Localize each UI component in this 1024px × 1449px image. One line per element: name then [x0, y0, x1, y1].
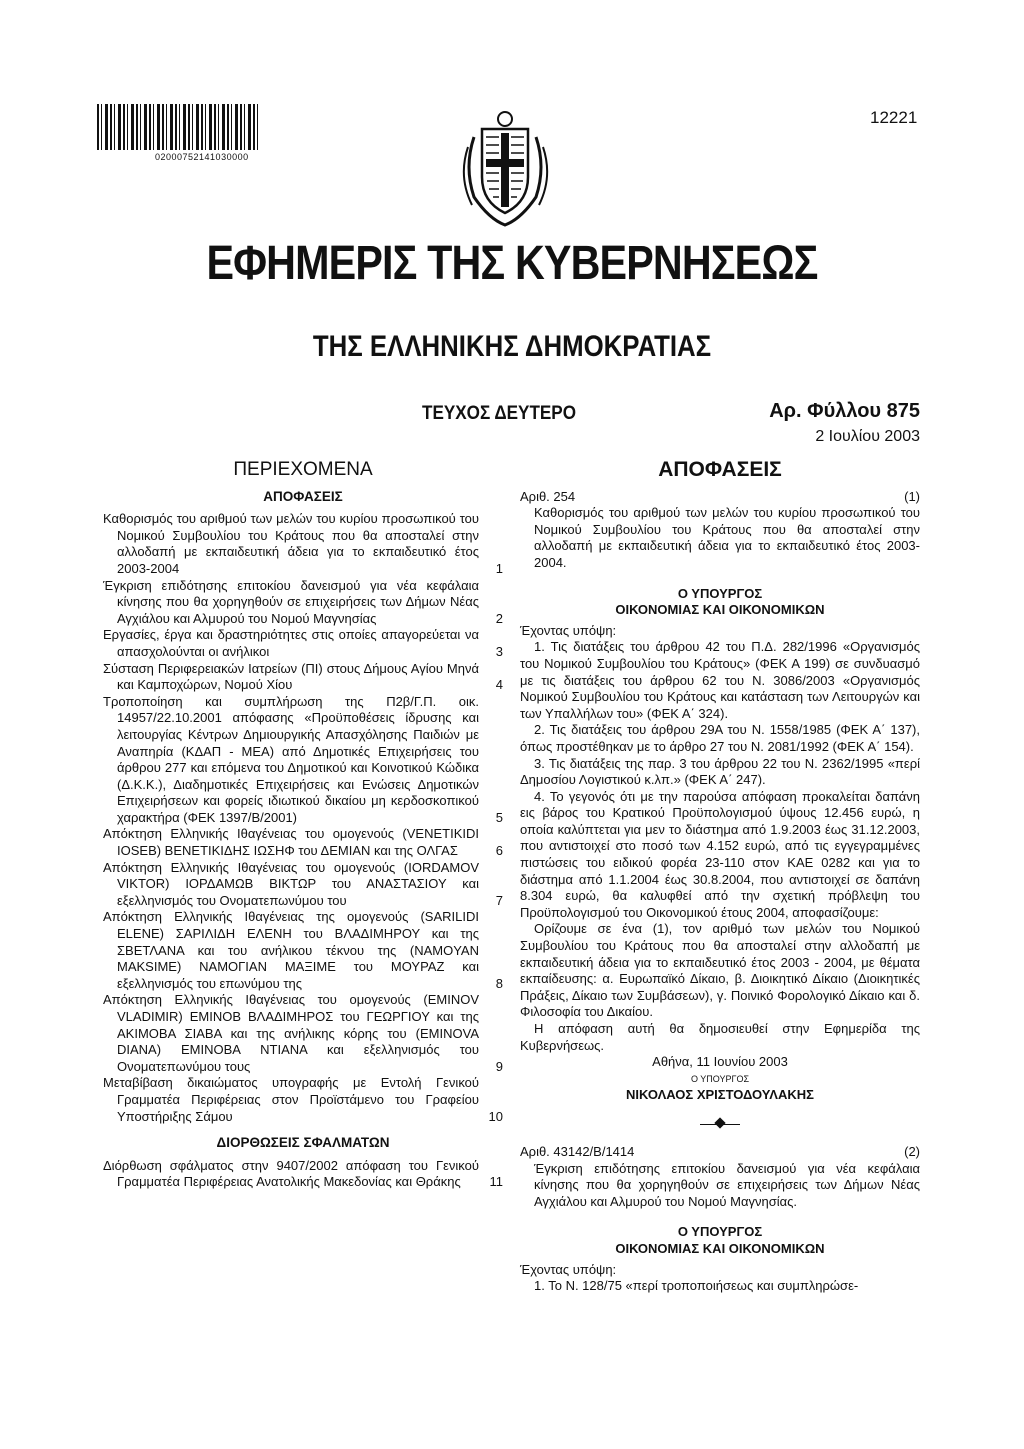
page-subtitle: ΤΗΣ ΕΛΛΗΝΙΚΗΣ ΔΗΜΟΚΡΑΤΙΑΣ [312, 330, 712, 363]
decisions-column [520, 458, 920, 1295]
toc-item-page: 5 [495, 809, 503, 825]
toc-item [103, 511, 503, 577]
toc-heading: ΠΕΡΙΕΧΟΜΕΝΑ [233, 459, 373, 480]
toc-list-corrections [103, 1158, 503, 1191]
toc-item-text: Τροποποίηση και συμπλήρωση της Π2β/Γ.Π. οικ. 14957/22.10.2001 απόφασης «Προϋποθέσεις ίδρυσης και λειτουργίας Κέντρων Δημιουργικής Απασχόλησης Παιδιών με Αναπηρία (ΚΔΑΠ - ΜΕΑ) από Δημοτικές Επιχειρήσεις του άρθρου 277 και επόμενα του Δημοτικού και Κοινοτικού Κώδικα (Δ.Κ.Κ.), Διαδημοτικές Επιχειρήσεις και Ενώσεις Δημοτικών Επιχειρήσεων και φορείς ιδιωτικού δικαίου μη κερδοσκοπικού χαρακτήρα (ΦΕΚ 1397/Β/2001) [103, 693, 479, 825]
signer-name: ΝΙΚΟΛΑΟΣ ΧΡΙΣΤΟΔΟΥΛΑΚΗΣ [626, 1087, 814, 1103]
toc-item-page: 9 [495, 1058, 503, 1074]
having-considered: Έχοντας υπόψη: [520, 622, 617, 638]
toc-item-page: 3 [495, 643, 503, 659]
toc-item-page: 2 [495, 610, 503, 626]
decision-title: Καθορισμός του αριθμού των μελών του κυρίου προσωπικού του Νομικού Συμβουλίου του Κράτους που θα αποσταλεί στην αλλοδαπή με εκπαιδευτική άδεια για το εκπαιδευτικό έτος 2003-2004. [534, 505, 920, 570]
toc-item [103, 992, 503, 1075]
decision-number: Αριθ. 43142/Β/1414 [520, 1143, 635, 1159]
sheet-number: Αρ. Φύλλου 875 [769, 400, 920, 422]
decision-2 [520, 1144, 920, 1295]
toc-list [103, 511, 503, 1125]
section-separator [520, 1114, 920, 1136]
toc-item-text: Σύσταση Περιφερειακών Ιατρείων (ΠΙ) στους Δήμους Αγίου Μηνά και Καμποχώρων, Νομού Χίου [103, 660, 479, 693]
toc-item-text: Διόρθωση σφάλματος στην 9407/2002 απόφαση του Γενικού Γραμματέα Περιφέρειας Ανατολικής Μακεδονίας και Θράκης [103, 1157, 479, 1190]
decision-body [520, 639, 920, 1054]
page-title: ΕΦΗΜΕΡΙΣ ΤΗΣ ΚΥΒΕΡΝΗΣΕΩΣ [206, 237, 818, 290]
decision-paragraph: 1. Το Ν. 128/75 «περί τροποποιήσεως και συμπληρώσε- [534, 1278, 859, 1294]
decisions-heading: ΑΠΟΦΑΣΕΙΣ [658, 458, 782, 481]
decision-number: Αριθ. 254 [520, 488, 576, 504]
decision-1 [520, 489, 920, 1104]
toc-item [103, 860, 503, 910]
place-date: Αθήνα, 11 Ιουνίου 2003 [652, 1054, 788, 1070]
barcode-number: 02000752141030000 [155, 152, 249, 162]
toc-item-text: Απόκτηση Ελληνικής Ιθαγένειας του ομογενούς (EMINOV VLADIMIR) ΕΜΙΝΟΒ ΒΛΑΔΙΜΗΡΟΣ του ΓΕΩΡΓΙΟΥ και της ΑΚΙΜΟΒΑ ΣΙΑΒΑ και της ανήλικης κόρης του (EMINOVA DIANA) ΕΜΙΝΟΒΑ ΝΤΙΑΝΑ και εξελληνισμός του Ονοματεπωνύμου τους [103, 992, 479, 1074]
decision-paragraph: Η απόφαση αυτή θα δημοσιευθεί στην Εφημερίδα της Κυβερνήσεως. [520, 1021, 920, 1053]
toc-item-page: 6 [495, 843, 503, 859]
toc-item-text: Απόκτηση Ελληνικής Ιθαγένειας του ομογενούς (IORDAMOV VIKTOR) ΙΟΡΔΑΜΩΒ ΒΙΚΤΩΡ του ΑΝΑΣΤΑΣΙΟΥ και εξελληνισμός του Ονοματεπωνύμου του [103, 859, 479, 908]
decision-paragraph: Ορίζουμε σε ένα (1), τον αριθμό των μελών του Νομικού Συμβουλίου του Κράτους που θα αποσταλεί στην αλλοδαπή με εκπαιδευτική άδεια για το εκπαιδευτικό έτος 2003 - 2004, με θέματα εκπαίδευσης: α. Ευρωπαϊκό Δίκαιο, β. Διοικητικό Δίκαιο (Διοικητικές Πράξεις, Δίκαιο των Συμβάσεων), γ. Ποινικό Φορολογικό Δίκαιο και δ. Φιλοσοφία του Δικαίου. [520, 921, 920, 1020]
toc-item [103, 661, 503, 694]
decision-index: (2) [904, 1143, 920, 1159]
toc-section-corrections: ΔΙΟΡΘΩΣΕΙΣ ΣΦΑΛΜΑΤΩΝ [216, 1135, 390, 1151]
toc-item [103, 578, 503, 628]
toc-item-text: Έγκριση επιδότησης επιτοκίου δανεισμού για νέα κεφάλαια κίνησης που θα χορηγηθούν σε επιχειρήσεις των Δήμων Νέας Αγχιάλου και Αλμυρού του Νομού Μαγνησίας [103, 577, 479, 626]
signer-title: Ο ΥΠΟΥΡΓΟΣ [690, 1073, 750, 1084]
decision-paragraph: 2. Τις διατάξεις του άρθρου 29Α του Ν. 1558/1985 (ΦΕΚ Α΄ 137), όπως προστέθηκαν με το άρθρο 27 του Ν. 2081/1992 (ΦΕΚ Α΄ 154). [520, 722, 920, 754]
having-considered: Έχοντας υπόψη: [520, 1261, 617, 1277]
page-number: 12221 [870, 108, 918, 127]
minister-label: Ο ΥΠΟΥΡΓΟΣ [677, 585, 763, 601]
toc-item-page: 8 [495, 975, 503, 991]
toc-item-text: Απόκτηση Ελληνικής Ιθαγένειας της ομογενούς (SARILIDI ELENE) ΣΑΡΙΛΙΔΗ ΕΛΕΝΗ του ΒΛΑΔΙΜΗΡΟΥ και της ΣΒΕΤΛΑΝΑ και του ανήλικου τέκνου της (NAMOYAN MAKSIME) ΝΑΜΟΓΙΑΝ ΜΑΞΙΜΕ του ΜΟΥΡΑΖ και εξελληνισμός του επωνύμου της [103, 909, 479, 991]
toc-item [103, 1158, 503, 1191]
toc-item-page: 1 [495, 560, 503, 576]
toc-item [103, 694, 503, 827]
decision-paragraph: 3. Τις διατάξεις της παρ. 3 του άρθρου 22 του Ν. 2362/1995 «περί Δημοσίου Λογιστικού κ.λπ.» (ΦΕΚ Α΄ 247). [520, 755, 920, 788]
decision-paragraph: 1. Τις διατάξεις του άρθρου 42 του Π.Δ. 282/1996 «Οργανισμός του Νομικού Συμβουλίου του Κράτους» (ΦΕΚ Α 199) σε συνδυασμό με τις διατάξεις του άρθρου 62 του Ν. 3086/2003 «Οργανισμός Νομικού Συμβουλίου του Κράτους και κατάσταση των Λειτουργών και των Υπαλλήλων του» (ΦΕΚ Α΄ 324). [520, 639, 920, 721]
coat-of-arms-emblem [454, 107, 557, 228]
issue-date: 2 Ιουλίου 2003 [815, 428, 920, 445]
ministry-name: ΟΙΚΟΝΟΜΙΑΣ ΚΑΙ ΟΙΚΟΝΟΜΙΚΩΝ [615, 1240, 825, 1256]
decision-paragraph: 4. Το γεγονός ότι με την παρούσα απόφαση προκαλείται δαπάνη εις βάρος του Κρατικού Προϋπολογισμού ύψους 12.456 ευρώ, η οποία καλύπτεται για μεν το διάστημα από 1.9.2003 έως 31.12.2003, που αντιστοιχεί στο ποσό των 4.152 ευρώ, από τις εγγεγραμμένες πιστώσεις του ειδικού φορέα 23-110 στον ΚΑΕ 0282 και για το διάστημα από 1.1.2004 έως 30.8.2004, που αντιστοιχεί σε δαπάνη 8.304 ευρώ, θα καλυφθεί από την σχετική πρόβλεψη του Προϋπολογισμού του Οικονομικού έτους 2004, αποφασίζουμε: [520, 788, 920, 920]
decision-index: (1) [904, 488, 920, 504]
toc-item-page: 11 [489, 1174, 503, 1190]
barcode [97, 104, 259, 150]
toc-item-page: 10 [488, 1108, 503, 1124]
table-of-contents [103, 459, 503, 1191]
toc-item [103, 826, 503, 859]
toc-item-page: 7 [495, 892, 503, 908]
toc-item-page: 4 [495, 677, 503, 693]
toc-item [103, 909, 503, 992]
toc-item-text: Καθορισμός του αριθμού των μελών του κυρίου προσωπικού του Νομικού Συμβουλίου του Κράτους που θα αποσταλεί στην αλλοδαπή με εκπαιδευτική άδεια για το εκπαιδευτικό έτος 2003-2004 [103, 511, 479, 576]
toc-item [103, 627, 503, 660]
toc-section-decisions: ΑΠΟΦΑΣΕΙΣ [263, 488, 343, 504]
decision-title: Έγκριση επιδότησης επιτοκίου δανεισμού για νέα κεφάλαια κίνησης που θα χορηγηθούν σε επιχειρήσεις των Δήμων Νέας Αγχιάλου και Αλμυρού του Νομού Μαγνησίας. [534, 1160, 920, 1209]
toc-item-text: Μεταβίβαση δικαιώματος υπογραφής με Εντολή Γενικού Γραμματέα Περιφέρειας στον Προϊστάμενο του Γραφείου Υποστήριξης Σάμου [103, 1075, 479, 1124]
issue-label: ΤΕΥΧΟΣ ΔΕΥΤΕΡΟ [422, 403, 577, 424]
toc-item-text: Εργασίες, έργα και δραστηριότητες στις οποίες απαγορεύεται να απασχολούνται οι ανήλικοι [103, 627, 479, 659]
toc-item-text: Απόκτηση Ελληνικής Ιθαγένειας του ομογενούς (VENETIKIDI IOSEB) ΒΕΝΕΤΙΚΙΔΗΣ ΙΩΣΗΦ του ΔΕΜΙΑΝ και της ΟΛΓΑΣ [103, 826, 479, 859]
minister-label: Ο ΥΠΟΥΡΓΟΣ [677, 1224, 763, 1240]
ministry-name: ΟΙΚΟΝΟΜΙΑΣ ΚΑΙ ΟΙΚΟΝΟΜΙΚΩΝ [615, 602, 825, 618]
toc-item [103, 1075, 503, 1125]
